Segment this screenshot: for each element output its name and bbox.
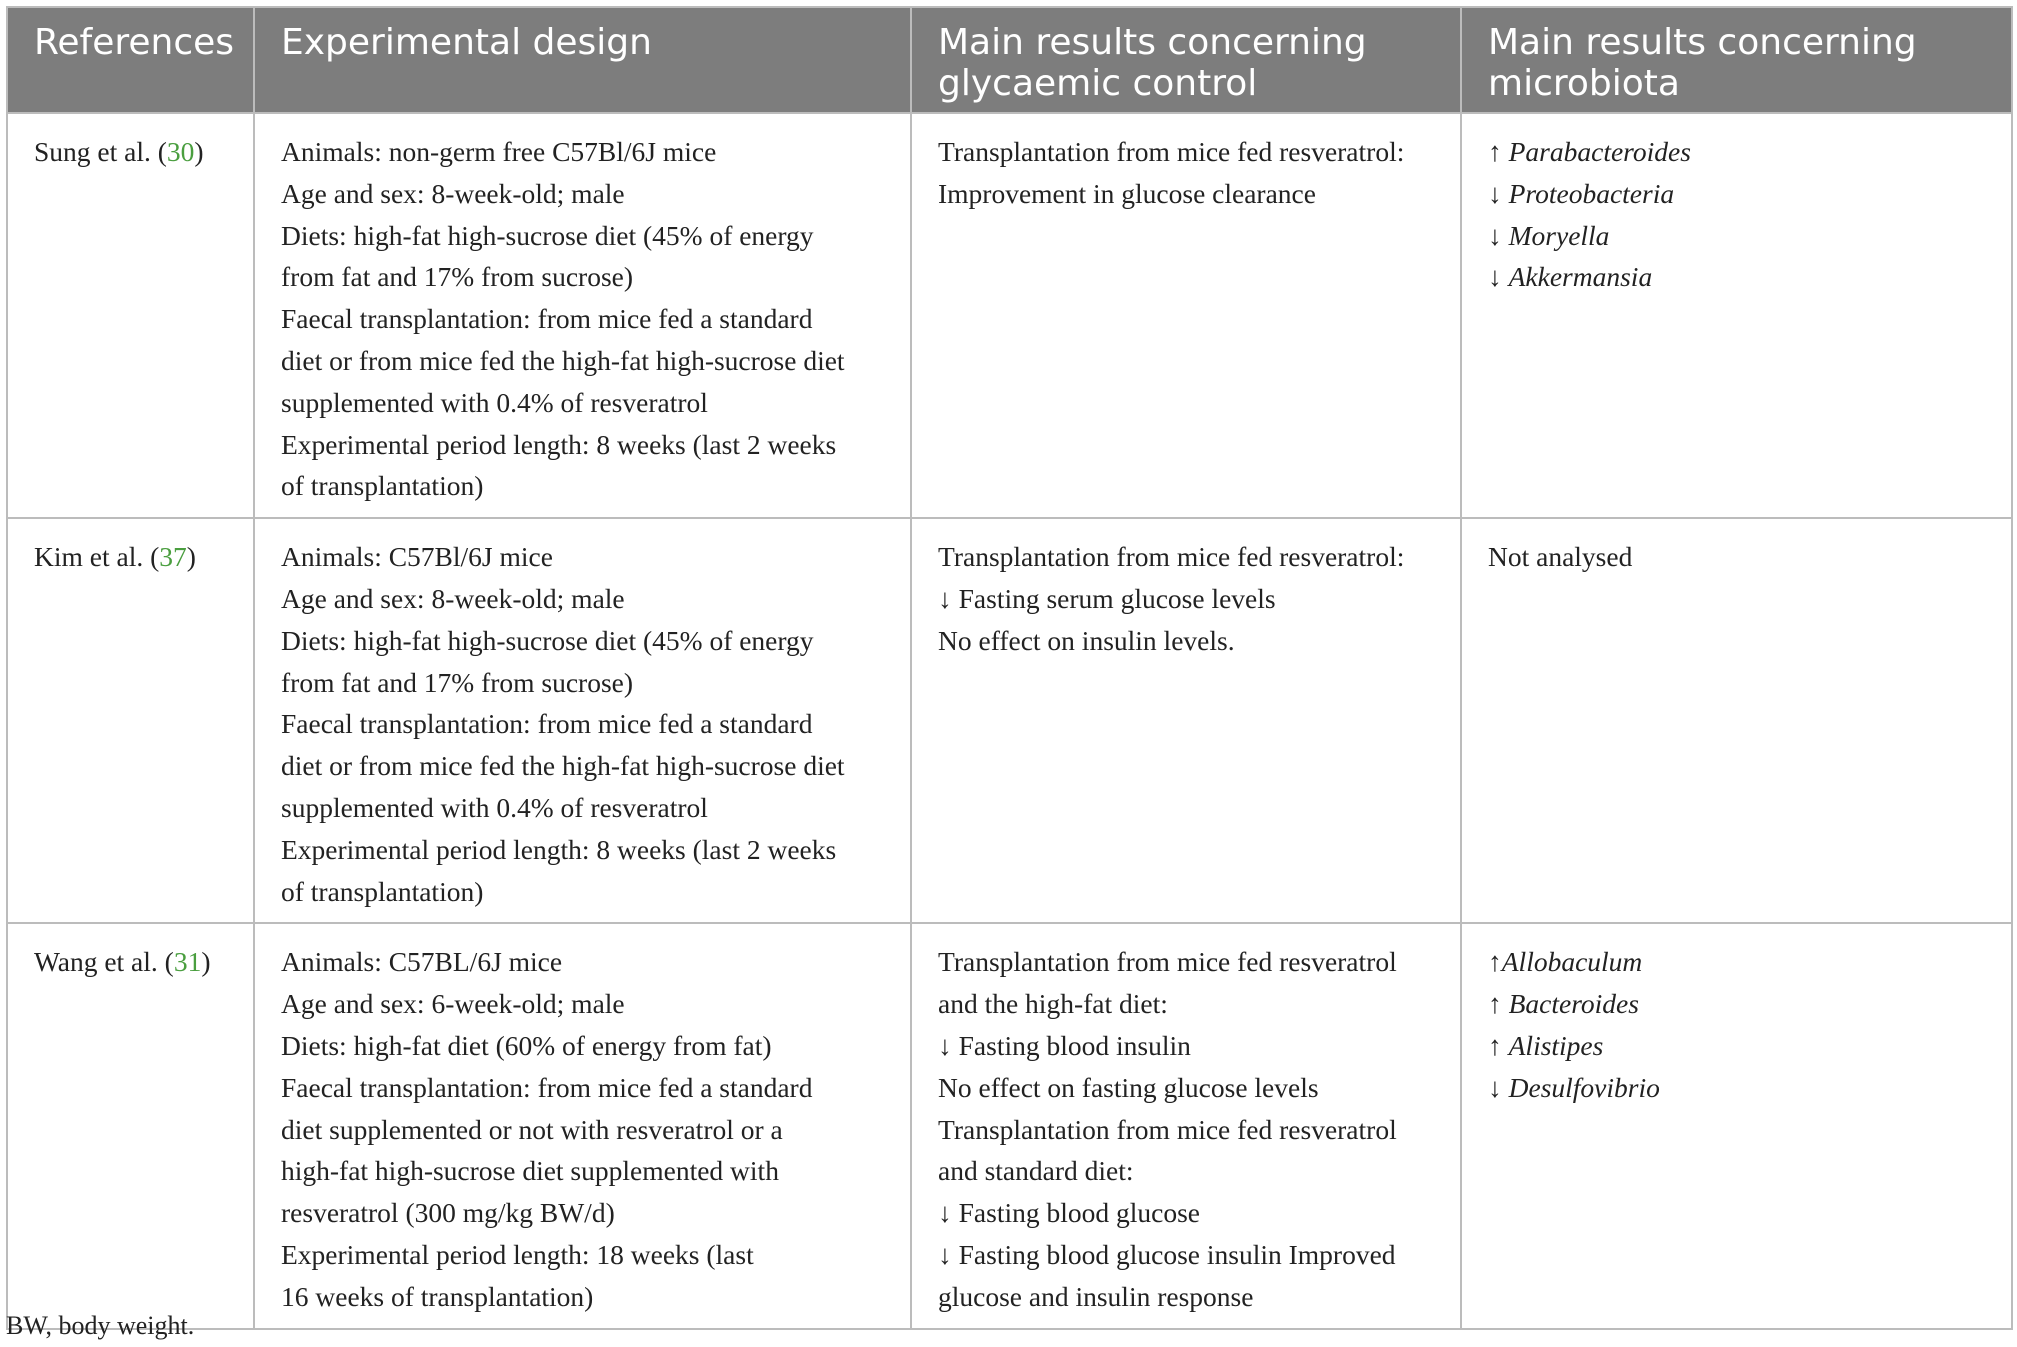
design-line: high-fat high-sucrose diet supplemented with [281, 1155, 779, 1187]
glycaemic-line: No effect on insulin levels. [938, 624, 1235, 656]
change-arrow-icon: ↓ [1488, 219, 1502, 251]
change-arrow-icon: ↑ [1488, 988, 1502, 1020]
design-line: supplemented with 0.4% of resveratrol [281, 791, 708, 823]
results-table [6, 6, 2013, 1330]
taxon-name: Allobaculum [1501, 946, 1643, 978]
reference-cell: Kim et al. (37) [7, 518, 254, 923]
design-line: diet or from mice fed the high-fat high-sucrose diet [281, 344, 845, 376]
glycaemic-line: No effect on fasting glucose levels [938, 1071, 1319, 1103]
microbiota-line [1488, 256, 1985, 298]
change-arrow-icon: ↓ [1488, 177, 1502, 209]
design-line: diet supplemented or not with resveratrol or a [281, 1113, 783, 1145]
change-arrow-icon: ↑ [1488, 1029, 1502, 1061]
design-line: Diets: high-fat diet (60% of energy from fat) [281, 1029, 772, 1061]
design-line: Animals: C57BL/6J mice [281, 946, 563, 978]
glycaemic-line: Transplantation from mice fed resveratrol [938, 946, 1397, 978]
microbiota-results-cell [1461, 518, 2012, 923]
glycaemic-line: Transplantation from mice fed resveratrol [938, 1113, 1397, 1145]
change-arrow-icon: ↑ [1488, 136, 1502, 167]
design-line: of transplantation) [281, 470, 484, 502]
glycaemic-line: Transplantation from mice fed resveratrol: [938, 136, 1405, 167]
design-line: supplemented with 0.4% of resveratrol [281, 386, 708, 418]
design-line: from fat and 17% from sucrose) [281, 261, 634, 293]
design-line: Experimental period length: 8 weeks (last 2 weeks [281, 428, 837, 460]
table-row [7, 113, 2012, 518]
microbiota-line [1488, 215, 1985, 257]
experimental-design-cell [254, 923, 911, 1328]
design-line: Age and sex: 8-week-old; male [281, 177, 625, 209]
design-line: Faecal transplantation: from mice fed a standard [281, 1071, 813, 1103]
header-microbiota: Main results concerning microbiota [1461, 7, 2012, 113]
header-experimental-design: Experimental design [254, 7, 911, 113]
header-glycaemic-control: Main results concerning glycaemic control [911, 7, 1461, 113]
experimental-design-cell [254, 518, 911, 923]
citation-link[interactable]: 30 [166, 136, 195, 167]
glycaemic-line: glucose and insulin response [938, 1280, 1254, 1312]
design-line: Experimental period length: 18 weeks (last [281, 1238, 754, 1270]
citation-link[interactable]: 31 [173, 946, 202, 978]
glycaemic-results-cell [911, 113, 1461, 518]
taxon-name: Parabacteroides [1508, 136, 1691, 167]
change-arrow-icon: ↓ [1488, 1071, 1502, 1103]
design-line: Faecal transplantation: from mice fed a standard [281, 708, 813, 740]
taxon-name: Akkermansia [1508, 261, 1653, 293]
change-arrow-icon: ↓ [1488, 261, 1502, 293]
experimental-design-cell [254, 113, 911, 518]
change-arrow-icon: ↑ [1488, 946, 1502, 978]
microbiota-results-cell [1461, 113, 2012, 518]
design-line: 16 weeks of transplantation) [281, 1280, 594, 1312]
glycaemic-line: ↓ Fasting serum glucose levels [938, 582, 1276, 614]
design-line: Age and sex: 8-week-old; male [281, 582, 625, 614]
reference-author: Kim et al. [34, 541, 144, 573]
header-row [7, 7, 2012, 113]
design-line: Animals: non-germ free C57Bl/6J mice [281, 136, 717, 167]
taxon-name: Moryella [1508, 219, 1610, 251]
design-line: diet or from mice fed the high-fat high-sucrose diet [281, 750, 845, 782]
reference-author: Wang et al. [34, 946, 158, 978]
taxon-name: Bacteroides [1508, 988, 1639, 1020]
table-row [7, 923, 2012, 1328]
microbiota-line [1488, 1067, 1985, 1109]
design-line: resveratrol (300 mg/kg BW/d) [281, 1197, 615, 1229]
taxon-name: Desulfovibrio [1508, 1071, 1660, 1103]
citation-link[interactable]: 37 [159, 541, 187, 573]
design-line: Faecal transplantation: from mice fed a standard [281, 303, 813, 335]
microbiota-text: Not analysed [1488, 541, 1633, 573]
glycaemic-line: ↓ Fasting blood insulin [938, 1029, 1191, 1061]
design-line: Experimental period length: 8 weeks (last 2 weeks [281, 833, 837, 865]
table-footnote: BW, body weight. [6, 1311, 195, 1340]
glycaemic-line: ↓ Fasting blood glucose insulin Improved [938, 1238, 1396, 1270]
reference-author: Sung et al. [34, 136, 151, 167]
microbiota-line [1488, 173, 1985, 215]
header-references: References [7, 7, 254, 113]
table-row [7, 518, 2012, 923]
taxon-name: Proteobacteria [1508, 177, 1675, 209]
glycaemic-line: and standard diet: [938, 1155, 1134, 1187]
design-line: Diets: high-fat high-sucrose diet (45% of energy [281, 624, 814, 656]
microbiota-line [1488, 1025, 1985, 1067]
reference-cell: Wang et al. (31) [7, 923, 254, 1328]
reference-cell: Sung et al. (30) [7, 113, 254, 518]
microbiota-line [1488, 941, 1985, 983]
design-line: Diets: high-fat high-sucrose diet (45% of energy [281, 219, 814, 251]
glycaemic-line: and the high-fat diet: [938, 988, 1168, 1020]
table-body [7, 113, 2012, 1329]
table-header [7, 7, 2012, 113]
microbiota-line [1488, 131, 1985, 173]
glycaemic-line: Improvement in glucose clearance [938, 177, 1316, 209]
glycaemic-line: ↓ Fasting blood glucose [938, 1197, 1201, 1229]
microbiota-line [1488, 983, 1985, 1025]
glycaemic-results-cell [911, 923, 1461, 1328]
table-container [6, 6, 2011, 1330]
glycaemic-results-cell [911, 518, 1461, 923]
microbiota-results-cell [1461, 923, 2012, 1328]
design-line: Age and sex: 6-week-old; male [281, 988, 625, 1020]
design-line: from fat and 17% from sucrose) [281, 666, 634, 698]
taxon-name: Alistipes [1508, 1029, 1604, 1061]
design-line: Animals: C57Bl/6J mice [281, 541, 553, 573]
design-line: of transplantation) [281, 875, 484, 907]
glycaemic-line: Transplantation from mice fed resveratrol: [938, 541, 1405, 573]
